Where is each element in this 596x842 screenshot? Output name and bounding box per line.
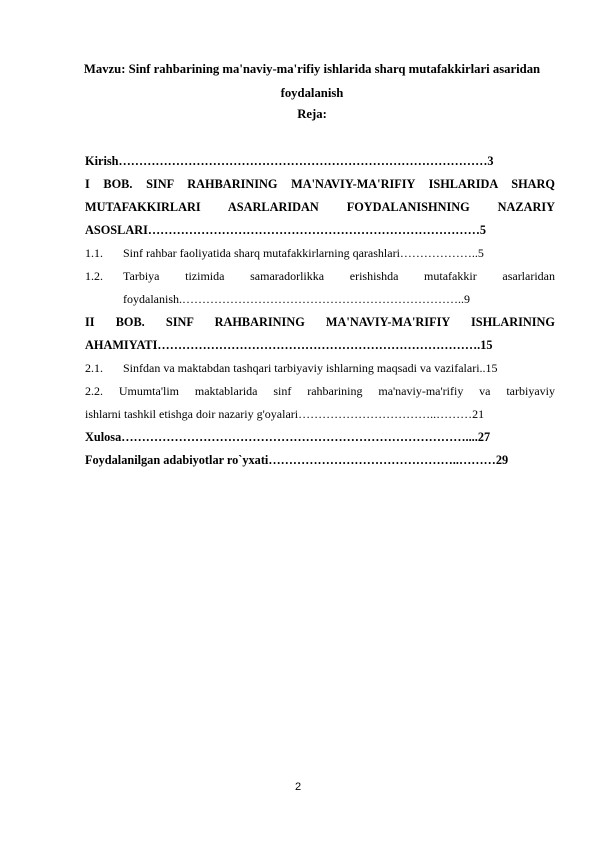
section-title: Sinf rahbar faoliyatida sharq mutafakkirlarning qarashlari………………..5 [123,246,484,260]
toc-entry-chapter-2: II BOB. SINF RAHBARINING MA'NAVIY-MA'RIFIY ISHLARINING [85,315,555,329]
toc-entry-chapter-1-continued: MUTAFAKKIRLARI ASARLARIDAN FOYDALANISHNING NAZARIY [85,200,555,214]
table-of-contents [85,150,555,472]
toc-entry-section-2-2: 2.2. Umumta'lim maktablarida sinf rahbarining ma'naviy-ma'rifiy va tarbiyaviy [85,384,555,398]
toc-entry-conclusion: Xulosa…………………………………………………………………………....27 [85,430,491,444]
section-title: Sinfdan va maktabdan tashqari tarbiyaviy ishlarning maqsadi va vazifalari..15 [123,361,498,375]
section-title: Tarbiya tizimida samaradorlikka erishishda mutafakkir asarlaridan [123,269,555,283]
toc-entry-chapter-1: I BOB. SINF RAHBARINING MA'NAVIY-MA'RIFIY ISHLARIDA SHARQ [85,177,555,191]
toc-entry-section-1-2 [85,265,555,288]
section-number: 2.1. [85,361,103,375]
toc-entry-chapter-2-page: AHAMIYATI…………………………………………………………………….15 [85,338,493,352]
toc-entry-introduction: Kirish………………………………………………………………………………3 [85,154,494,168]
toc-entry-references: Foydalanilgan adabiyotlar ro`yxati………………………………………..………29 [85,453,509,467]
plan-heading: Reja: [297,107,327,121]
toc-entry-chapter-1-page: ASOSLARI………………………………………………………………………5 [85,223,487,237]
section-number: 1.1. [85,246,103,260]
toc-entry-section-1-1 [85,242,555,265]
page-number: 2 [294,781,302,793]
toc-entry-section-2-2-continued: ishlarni tashkil etishga doir nazariy g'oyalari……………………………..………21 [85,407,485,421]
toc-entry-section-2-1 [85,357,555,380]
page-title: Mavzu: Sinf rahbarining ma'naviy-ma'rifiy ishlarida sharq mutafakkirlari asaridan foydalanish [83,62,541,100]
toc-entry-section-1-2-continued: foydalanish.……………………………………………………………..9 [123,292,470,306]
section-number: 1.2. [85,269,103,283]
